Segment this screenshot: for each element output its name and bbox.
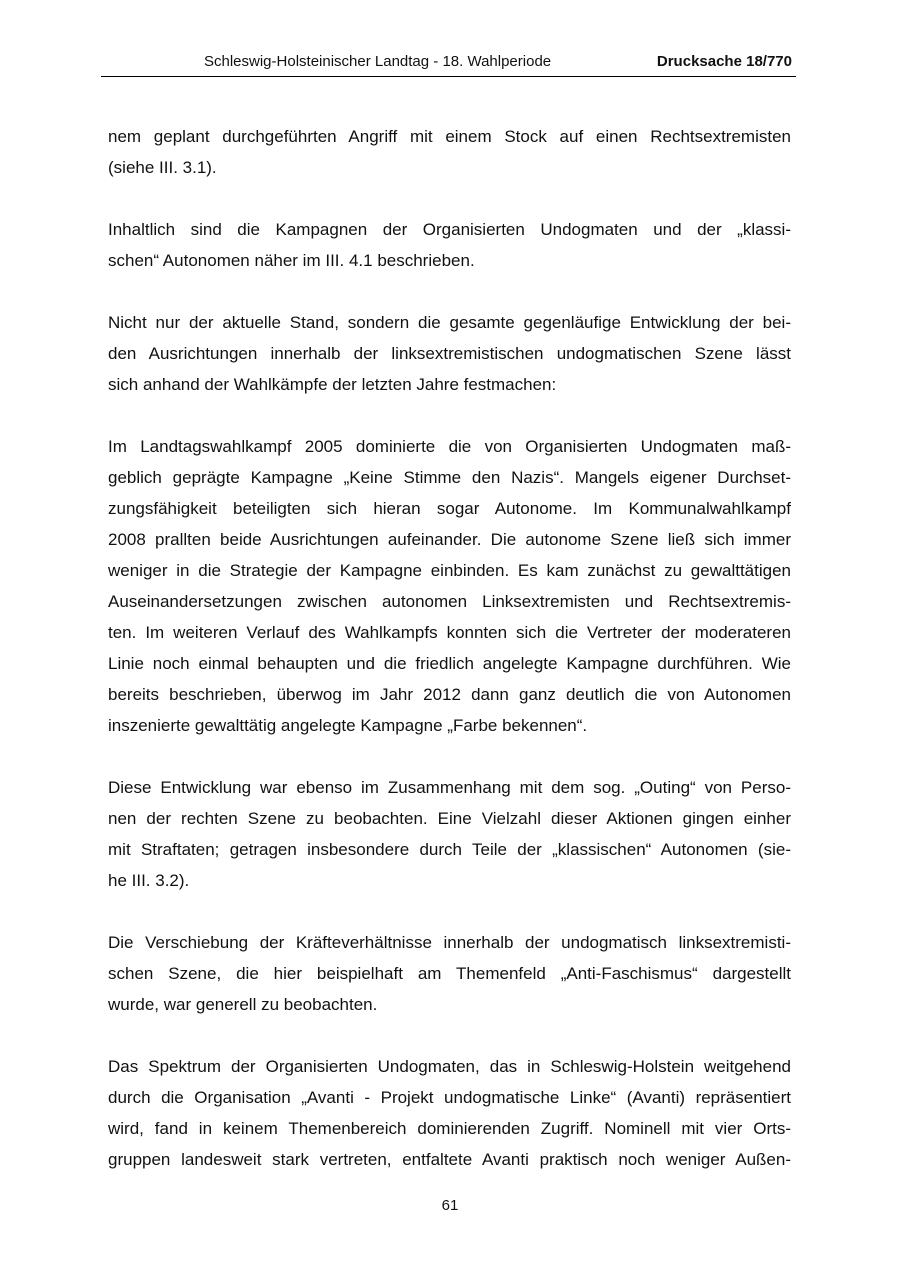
text-line: Nicht nur der aktuelle Stand, sondern die gesamte gegenläufige Entwicklung der bei- xyxy=(108,313,791,332)
text-line: Das Spektrum der Organisierten Undogmaten, das in Schleswig-Holstein weitgehend xyxy=(108,1057,791,1076)
document-number: Drucksache 18/770 xyxy=(656,53,792,70)
text-line: he III. 3.2). xyxy=(108,871,190,890)
body-text xyxy=(108,121,791,1206)
header-title: Schleswig-Holsteinischer Landtag - 18. Wahlperiode xyxy=(204,53,552,70)
text-line: mit Straftaten; getragen insbesondere durch Teile der „klassischen“ Autonomen (sie- xyxy=(108,840,791,859)
text-line: schen“ Autonomen näher im III. 4.1 beschrieben. xyxy=(108,251,475,270)
text-line: zungsfähigkeit beteiligten sich hieran sogar Autonome. Im Kommunalwahlkampf xyxy=(108,499,791,518)
text-line: geblich geprägte Kampagne „Keine Stimme den Nazis“. Mangels eigener Durchset- xyxy=(108,468,791,487)
page-number: 61 xyxy=(441,1197,459,1214)
text-line: 2008 prallten beide Ausrichtungen aufeinander. Die autonome Szene ließ sich immer xyxy=(108,530,791,549)
text-line: Die Verschiebung der Kräfteverhältnisse innerhalb der undogmatisch linksextremisti- xyxy=(108,933,791,952)
paragraph xyxy=(108,121,791,183)
text-line: Diese Entwicklung war ebenso im Zusammenhang mit dem sog. „Outing“ von Perso- xyxy=(108,778,791,797)
text-line: den Ausrichtungen innerhalb der linksextremistischen undogmatischen Szene lässt xyxy=(108,344,791,363)
paragraph xyxy=(108,431,791,741)
paragraph xyxy=(108,1051,791,1175)
text-line: Inhaltlich sind die Kampagnen der Organisierten Undogmaten und der „klassi- xyxy=(108,220,791,239)
text-line: wurde, war generell zu beobachten. xyxy=(108,995,378,1014)
text-line: wird, fand in keinem Themenbereich dominierenden Zugriff. Nominell mit vier Orts- xyxy=(108,1119,791,1138)
text-line: sich anhand der Wahlkämpfe der letzten Jahre festmachen: xyxy=(108,375,557,394)
paragraph xyxy=(108,927,791,1020)
text-line: Auseinandersetzungen zwischen autonomen Linksextremisten und Rechtsextremis- xyxy=(108,592,791,611)
text-line: bereits beschrieben, überwog im Jahr 2012 dann ganz deutlich die von Autonomen xyxy=(108,685,791,704)
page-header xyxy=(101,52,796,77)
text-line: nem geplant durchgeführten Angriff mit einem Stock auf einen Rechtsextremisten xyxy=(108,127,791,146)
text-line: weniger in die Strategie der Kampagne einbinden. Es kam zunächst zu gewalttätigen xyxy=(108,561,791,580)
paragraph xyxy=(108,772,791,896)
text-line: gruppen landesweit stark vertreten, entfaltete Avanti praktisch noch weniger Außen- xyxy=(108,1150,791,1169)
text-line: durch die Organisation „Avanti - Projekt undogmatische Linke“ (Avanti) repräsentiert xyxy=(108,1088,791,1107)
text-line: (siehe III. 3.1). xyxy=(108,158,217,177)
paragraph xyxy=(108,307,791,400)
text-line: nen der rechten Szene zu beobachten. Eine Vielzahl dieser Aktionen gingen einher xyxy=(108,809,791,828)
text-line: ten. Im weiteren Verlauf des Wahlkampfs konnten sich die Vertreter der moderateren xyxy=(108,623,791,642)
text-line: schen Szene, die hier beispielhaft am Themenfeld „Anti-Faschismus“ dargestellt xyxy=(108,964,791,983)
paragraph xyxy=(108,214,791,276)
text-line: Linie noch einmal behaupten und die friedlich angelegte Kampagne durchführen. Wie xyxy=(108,654,791,673)
text-line: inszenierte gewalttätig angelegte Kampagne „Farbe bekennen“. xyxy=(108,716,588,735)
text-line: Im Landtagswahlkampf 2005 dominierte die von Organisierten Undogmaten maß- xyxy=(108,437,791,456)
